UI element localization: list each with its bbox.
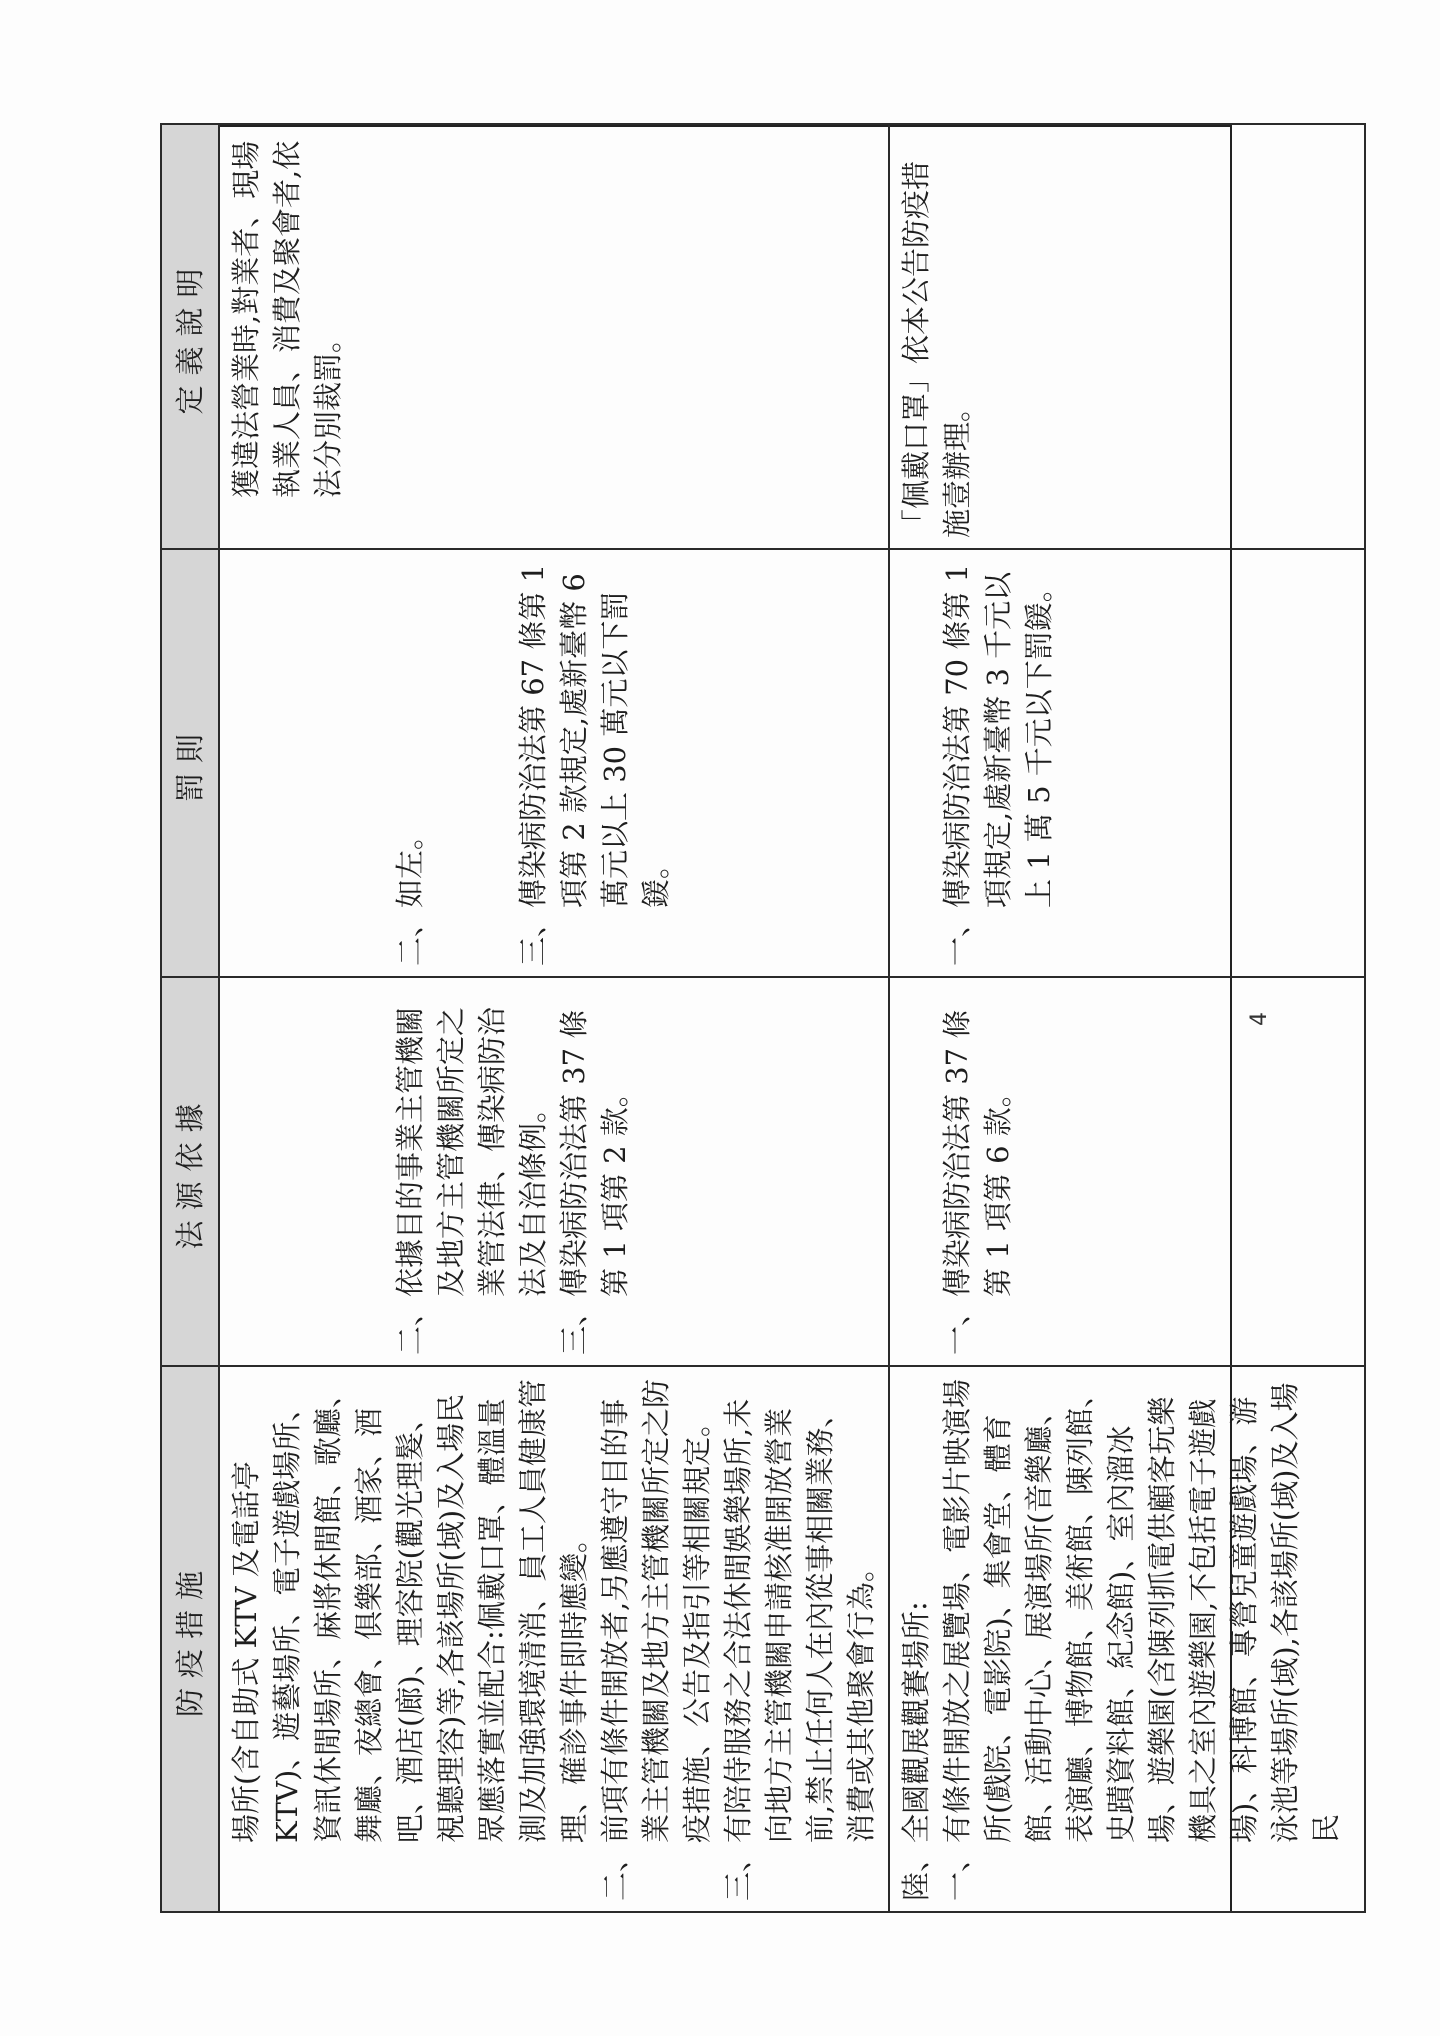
definition-cell: [889, 124, 1365, 549]
item-text: 傳染病防治法第 70 條第 1 項規定,處新臺幣 3 千元以上 1 萬 5 千元以下罰鍰。: [940, 563, 1056, 908]
item-number: 三、: [721, 1842, 755, 1901]
item-text: 傳染病防治法第 67 條第 1 項第 2 款規定,處新臺幣 6 萬元以上 30 萬元以下罰鍰。: [516, 563, 673, 908]
item-number: 二、: [393, 907, 427, 966]
header-legal-basis: 法源依據: [161, 977, 219, 1366]
definition-text: 獲違法營業時,對業者、現場執業人員、消費及聚會者,依法分別裁罰。: [229, 140, 345, 498]
regulation-table: [160, 123, 1366, 1913]
cell-spacer: [896, 560, 937, 966]
item-text: 如左。: [393, 820, 427, 908]
list-item: [595, 1377, 718, 1901]
list-item: [937, 560, 1060, 966]
item-number: 二、: [393, 1296, 427, 1355]
item-number: 三、: [516, 907, 550, 966]
header-penalty: 罰則: [161, 549, 219, 977]
item-text: 傳染病防治法第 37 條第 1 項第 6 款。: [940, 1009, 1015, 1297]
item-number: 一、: [940, 907, 974, 966]
list-item: [390, 988, 554, 1355]
measures-continuation-text: 場所(含自助式 KTV 及電話亭 KTV)、遊藝場所、電子遊戲場所、資訊休閒場所、麻將休閒館、歌廳、舞廳、夜總會、俱樂部、酒家、酒吧、酒店(廊)、理容院(觀光理髮、視聽理容)等,各該場所(域)及入場民眾應落實並配合:佩戴口罩、體溫量測及加強環境清消、員工人員健康管理、確診事件即時應變。: [229, 1378, 591, 1843]
definition-text: 「佩戴口罩」依本公告防疫措施壹辦理。: [899, 160, 974, 538]
measures-cell: [889, 1366, 1365, 1912]
penalty-cell: [219, 549, 889, 977]
item-number: 二、: [598, 1842, 632, 1901]
header-definition: 定義說明: [161, 124, 219, 549]
legal-basis-cell: [219, 977, 889, 1366]
cell-spacer: [431, 560, 513, 966]
penalty-cell: [889, 549, 1365, 977]
section-heading: 陸、全國觀展觀賽場所:: [899, 1601, 933, 1901]
item-number: 一、: [940, 1296, 974, 1355]
cell-spacer: [226, 988, 390, 1355]
page-number: 4: [1247, 1012, 1272, 1026]
cell-spacer: [226, 560, 390, 966]
list-item: [718, 1377, 882, 1901]
item-number: 三、: [557, 1296, 591, 1355]
item-text: 有陪侍服務之合法休閒娛樂場所,未向地方主管機關申請核准開放營業前,禁止任何人在內從事相關業務、消費或其他聚會行為。: [721, 1398, 878, 1843]
measures-cell: [219, 1366, 889, 1912]
item-text: 依據目的事業主管機關及地方主管機關所定之業管法律、傳染病防治法及自治條例。: [393, 1006, 550, 1297]
item-number: 一、: [940, 1842, 974, 1901]
table-row: [219, 124, 889, 1912]
rotated-table-container: [160, 125, 1343, 1913]
list-item: [937, 1377, 1347, 1901]
cell-spacer: [896, 988, 937, 1355]
list-item: [937, 988, 1019, 1355]
item-text: 傳染病防治法第 37 條第 1 項第 2 款。: [557, 1009, 632, 1297]
item-text: 有條件開放之展覽場、電影片映演場所(戲院、電影院)、集會堂、體育館、活動中心、展演場所(音樂廳、表演廳、博物館、美術館、陳列館、史蹟資料館、紀念館)、室內溜冰場、遊樂園(含陳列抓電供顧客玩樂機具之室內遊樂園,不包括電子遊戲場)、科博館、專營兒童遊戲場、游泳池等場所(域),各該場所(域)及入場民: [940, 1378, 1343, 1843]
legal-basis-cell: [889, 977, 1365, 1366]
definition-cell: [219, 124, 889, 549]
list-item: [513, 560, 677, 966]
header-measures: 防疫措施: [161, 1366, 219, 1912]
item-text: 前項有條件開放者,另應遵守目的事業主管機關及地方主管機關所定之防疫措施、公告及指引等相關規定。: [598, 1378, 714, 1843]
list-item: [390, 560, 431, 966]
list-item: [554, 988, 636, 1355]
table-row: [889, 124, 1365, 1912]
table-header-row: [161, 124, 219, 1912]
